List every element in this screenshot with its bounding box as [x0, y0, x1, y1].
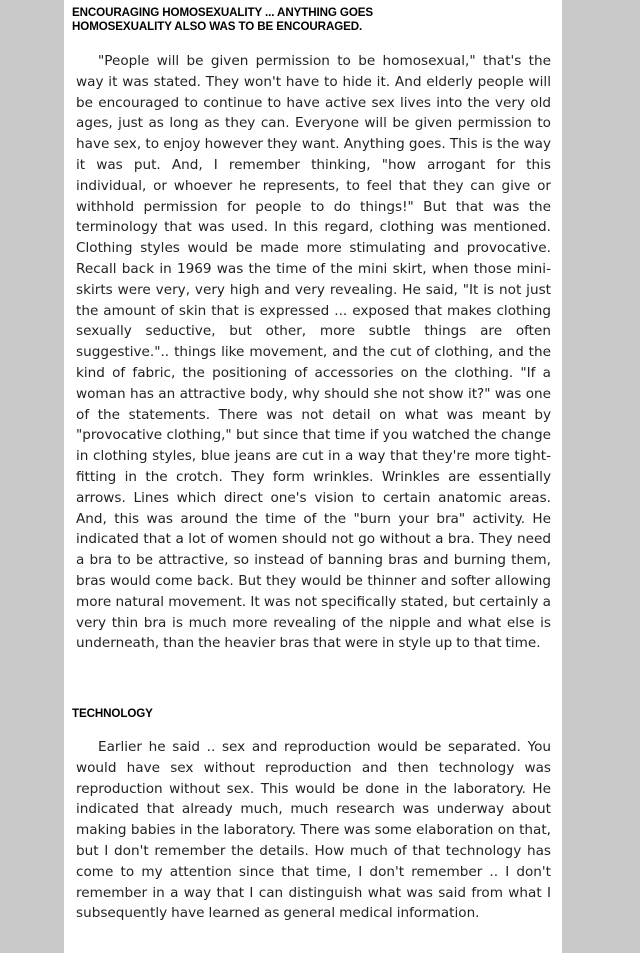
body-paragraph-technology: Earlier he said .. sex and reproduction would be separated. You would have sex without reproduction and then technology was reproduction without sex. This would be done in the laboratory. He indicated that already much, much research was underway about making babies in the laboratory. There was some elaboration on that, but I don't remember the details. How much of that technology has come to my attention since that time, I don't remember .. I don't remember in a way that I can distinguish what was said from what I subsequently have learned as general medical information. — [76, 739, 551, 922]
technology-heading: TECHNOLOGY — [72, 707, 153, 720]
body-paragraph-homosexuality: "People will be given permission to be homosexual," that's the way it was stated. They won't have to hide it. And elderly people will be encouraged to continue to have active sex lives into the very old ages, just as long as they can. Everyone will be given permission to have sex, to enjoy however they want. Anything goes. This is the way it was put. And, I remember thinking, "how arrogant for this individual, or whoever he represents, to feel that they can give or withhold permission for people to do things!" But that was the terminology that was used. In this regard, clothing was mentioned. Clothing styles would be made more stimulating and provocative. Recall back in 1969 was the time of the mini skirt, when those mini-skirts were very, very high and very revealing. He said, "It is not just the amount of skin that is expressed ... exposed that makes clothing sexually seductive, but other, more subtle things are often suggestive.".. things like movement, and the cut of clothing, and the kind of fabric, the positioning of accessories on the clothing. "If a woman has an attractive body, why should she not show it?" was one of the statements. There was not detail on what was meant by "provocative clothing," but since that time if you watched the change in clothing styles, blue jeans are cut in a way that they're more tight-fitting in the crotch. They form wrinkles. Wrinkles are essentially arrows. Lines which direct one's vision to certain anatomic areas. And, this was around the time of the "burn your bra" activity. He indicated that a lot of women should not go without a bra. They need a bra to be attractive, so instead of banning bras and burning them, bras would come back. But they would be thinner and softer allowing more natural movement. It was not specifically stated, but certainly a very thin bra is much more revealing of the nipple and what else is underneath, than the heavier bras that were in style up to that time. — [76, 53, 551, 652]
document-page — [64, 0, 562, 953]
heading-line-1: ENCOURAGING HOMOSEXUALITY ... ANYTHING GOES — [72, 6, 374, 19]
section-heading — [72, 6, 552, 34]
heading-line-2: HOMOSEXUALITY ALSO WAS TO BE ENCOURAGED. — [72, 20, 363, 33]
